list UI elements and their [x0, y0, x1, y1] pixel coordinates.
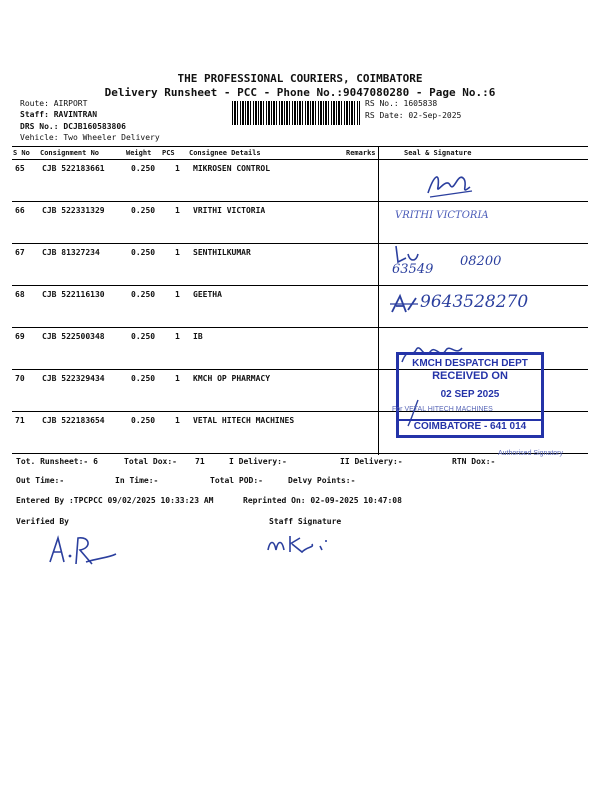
row-consignment: CJB 522183654: [42, 416, 105, 425]
row-consignee: SENTHILKUMAR: [193, 248, 251, 257]
row-consignment: CJB 522183661: [42, 164, 105, 173]
col-consignee: Consignee Details: [189, 149, 261, 157]
col-consignment: Consignment No: [40, 149, 100, 157]
entered-by: Entered By :TPCPCC 09/02/2025 10:33:23 AM: [16, 496, 214, 505]
rtn-dox: RTN Dox:-: [452, 457, 496, 466]
row-pcs: 1: [175, 416, 180, 425]
col-sno: S No: [13, 149, 30, 157]
row-sno: 70: [15, 374, 25, 383]
total-dox-value: 71: [195, 457, 205, 466]
row-consignment: CJB 522331329: [42, 206, 105, 215]
drs-number: DRS No.: DCJB160583806: [20, 122, 126, 131]
col-seal: Seal & Signature: [404, 149, 472, 157]
signature-65: [420, 165, 480, 201]
signature-68-number: 9643528270: [420, 292, 529, 312]
row-pcs: 1: [175, 290, 180, 299]
row-pcs: 1: [175, 374, 180, 383]
col-remarks: Remarks: [346, 149, 376, 157]
row-weight: 0.250: [131, 290, 156, 299]
col-pcs: PCS: [162, 149, 175, 157]
out-time: Out Time:-: [16, 476, 65, 485]
staff: Staff: RAVINTRAN: [20, 110, 98, 119]
row-sno: 71: [15, 416, 25, 425]
row-pcs: 1: [175, 164, 180, 173]
received-stamp: [396, 352, 544, 438]
row-consignee: MIKROSEN CONTROL: [193, 164, 271, 173]
col-weight: Weight: [126, 149, 152, 157]
stamp-received: RECEIVED ON: [432, 370, 508, 382]
stamp-date: 02 SEP 2025: [440, 389, 500, 400]
in-time: In Time:-: [115, 476, 159, 485]
verified-signature: [46, 532, 118, 568]
row-sno: 66: [15, 206, 25, 215]
signature-67-number-2: 08200: [460, 254, 502, 269]
row-weight: 0.250: [131, 164, 156, 173]
stamp-for: For VETAL HITECH MACHINES: [392, 406, 493, 413]
row-sno: 67: [15, 248, 25, 257]
ii-delivery: II Delivery:-: [340, 457, 403, 466]
staff-signature: [264, 532, 354, 556]
signature-66: VRITHI VICTORIA: [395, 210, 489, 221]
route: Route: AIRPORT: [20, 99, 88, 108]
row-consignment: CJB 522329434: [42, 374, 105, 383]
total-pod: Total POD:-: [210, 476, 263, 485]
row-pcs: 1: [175, 332, 180, 341]
stamp-place: COIMBATORE - 641 014: [399, 419, 541, 432]
row-sno: 69: [15, 332, 25, 341]
barcode: [232, 101, 360, 125]
row-weight: 0.250: [131, 206, 156, 215]
verified-by-label: Verified By: [16, 517, 69, 526]
rs-date: RS Date: 02-Sep-2025: [365, 111, 462, 120]
runsheet-title: Delivery Runsheet - PCC - Phone No.:9047080280 - Page No.:6: [104, 86, 496, 99]
vehicle: Vehicle: Two Wheeler Delivery: [20, 133, 160, 142]
signature-67-number: 63549: [392, 262, 434, 277]
row-weight: 0.250: [131, 332, 156, 341]
stamp-dept: KMCH DESPATCH DEPT: [412, 358, 528, 369]
rs-number: RS No.: 1605838: [365, 99, 438, 108]
signature-68-mark: [388, 292, 420, 316]
row-weight: 0.250: [131, 248, 156, 257]
row-sno: 65: [15, 164, 25, 173]
row-consignment: CJB 522500348: [42, 332, 105, 341]
row-sno: 68: [15, 290, 25, 299]
total-runsheet: Tot. Runsheet:- 6: [16, 457, 98, 466]
row-consignment: CJB 522116130: [42, 290, 105, 299]
company-name: THE PROFESSIONAL COURIERS, COIMBATORE: [177, 72, 423, 85]
row-consignment: CJB 81327234: [42, 248, 100, 257]
row-consignee: VETAL HITECH MACHINES: [193, 416, 295, 425]
row-consignee: GEETHA: [193, 290, 222, 299]
row-weight: 0.250: [131, 416, 156, 425]
row-consignee: VRITHI VICTORIA: [193, 206, 266, 215]
row-pcs: 1: [175, 206, 180, 215]
row-pcs: 1: [175, 248, 180, 257]
row-consignee: IB: [193, 332, 203, 341]
stamp-authorised: Authorised Signatory: [498, 450, 563, 457]
delivery-points: Delvy Points:-: [288, 476, 356, 485]
row-consignee: KMCH OP PHARMACY: [193, 374, 271, 383]
row-weight: 0.250: [131, 374, 156, 383]
i-delivery: I Delivery:-: [229, 457, 287, 466]
reprinted-on: Reprinted On: 02-09-2025 10:47:08: [243, 496, 402, 505]
total-dox: Total Dox:-: [124, 457, 177, 466]
staff-signature-label: Staff Signature: [269, 517, 342, 526]
